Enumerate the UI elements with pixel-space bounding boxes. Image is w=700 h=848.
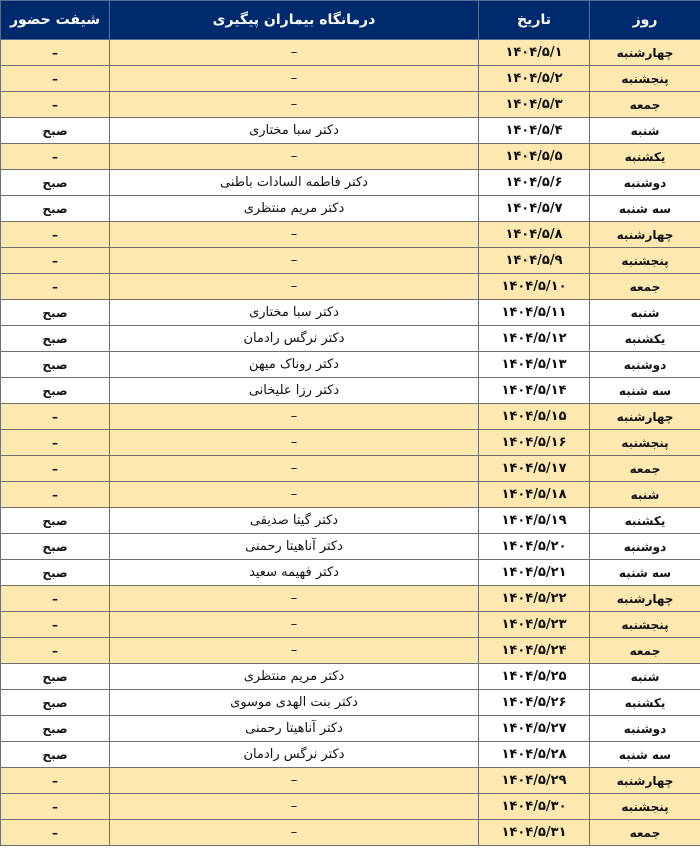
clinic-cell: دکتر فاطمه السادات باطنی: [110, 170, 479, 196]
table-row: [1, 664, 700, 690]
shift-cell: صبح: [1, 508, 110, 534]
clinic-cell: دکتر نرگس رادمان: [110, 326, 479, 352]
shift-cell: صبح: [1, 326, 110, 352]
date-cell: ۱۴۰۴/۵/۱: [479, 40, 590, 66]
clinic-cell: دکتر روناک میهن: [110, 352, 479, 378]
table-row: [1, 612, 700, 638]
clinic-cell: –: [110, 430, 479, 456]
clinic-cell: –: [110, 612, 479, 638]
date-cell: ۱۴۰۴/۵/۲۱: [479, 560, 590, 586]
date-cell: ۱۴۰۴/۵/۹: [479, 248, 590, 274]
date-cell: ۱۴۰۴/۵/۱۵: [479, 404, 590, 430]
shift-cell: –: [1, 482, 110, 508]
day-cell: جمعه: [590, 638, 700, 664]
table-row: [1, 794, 700, 820]
shift-cell: صبح: [1, 716, 110, 742]
date-cell: ۱۴۰۴/۵/۷: [479, 196, 590, 222]
table-row: [1, 170, 700, 196]
clinic-cell: دکتر سبا مختاری: [110, 300, 479, 326]
shift-cell: –: [1, 612, 110, 638]
table-row: [1, 274, 700, 300]
shift-cell: –: [1, 248, 110, 274]
day-cell: یکشنبه: [590, 690, 700, 716]
date-cell: ۱۴۰۴/۵/۲: [479, 66, 590, 92]
clinic-cell: –: [110, 768, 479, 794]
shift-cell: –: [1, 40, 110, 66]
table-row: [1, 222, 700, 248]
day-cell: پنجشنبه: [590, 66, 700, 92]
table-row: [1, 404, 700, 430]
shift-cell: صبح: [1, 118, 110, 144]
table-row: [1, 352, 700, 378]
day-cell: چهارشنبه: [590, 586, 700, 612]
date-cell: ۱۴۰۴/۵/۱۸: [479, 482, 590, 508]
table-row: [1, 742, 700, 768]
date-cell: ۱۴۰۴/۵/۳: [479, 92, 590, 118]
date-cell: ۱۴۰۴/۵/۳۱: [479, 820, 590, 846]
clinic-cell: –: [110, 586, 479, 612]
table-row: [1, 456, 700, 482]
shift-cell: –: [1, 404, 110, 430]
table-row: [1, 534, 700, 560]
clinic-cell: –: [110, 274, 479, 300]
table-header: [1, 1, 700, 40]
table-row: [1, 196, 700, 222]
table-row: [1, 430, 700, 456]
date-cell: ۱۴۰۴/۵/۱۴: [479, 378, 590, 404]
date-cell: ۱۴۰۴/۵/۱۹: [479, 508, 590, 534]
clinic-cell: –: [110, 248, 479, 274]
clinic-cell: –: [110, 482, 479, 508]
day-cell: شنبه: [590, 664, 700, 690]
table-body: [1, 40, 700, 846]
date-cell: ۱۴۰۴/۵/۱۷: [479, 456, 590, 482]
day-cell: سه شنبه: [590, 742, 700, 768]
date-cell: ۱۴۰۴/۵/۴: [479, 118, 590, 144]
shift-cell: –: [1, 638, 110, 664]
day-cell: چهارشنبه: [590, 222, 700, 248]
date-cell: ۱۴۰۴/۵/۱۰: [479, 274, 590, 300]
day-cell: جمعه: [590, 456, 700, 482]
shift-cell: صبح: [1, 534, 110, 560]
table-row: [1, 40, 700, 66]
day-cell: پنجشنبه: [590, 430, 700, 456]
day-cell: یکشنبه: [590, 326, 700, 352]
day-cell: سه شنبه: [590, 196, 700, 222]
table-row: [1, 66, 700, 92]
day-cell: دوشنبه: [590, 170, 700, 196]
clinic-cell: دکتر فهیمه سعید: [110, 560, 479, 586]
table-row: [1, 326, 700, 352]
shift-cell: صبح: [1, 170, 110, 196]
clinic-cell: دکتر آناهیتا رحمنی: [110, 716, 479, 742]
clinic-cell: دکتر گیتا صدیقی: [110, 508, 479, 534]
table-row: [1, 248, 700, 274]
date-cell: ۱۴۰۴/۵/۶: [479, 170, 590, 196]
day-cell: چهارشنبه: [590, 768, 700, 794]
table-row: [1, 508, 700, 534]
date-cell: ۱۴۰۴/۵/۸: [479, 222, 590, 248]
day-cell: چهارشنبه: [590, 40, 700, 66]
shift-cell: صبح: [1, 300, 110, 326]
day-cell: یکشنبه: [590, 144, 700, 170]
table-row: [1, 92, 700, 118]
day-cell: شنبه: [590, 118, 700, 144]
shift-cell: –: [1, 430, 110, 456]
header-row: [1, 1, 700, 40]
day-cell: شنبه: [590, 300, 700, 326]
date-cell: ۱۴۰۴/۵/۱۳: [479, 352, 590, 378]
shift-cell: –: [1, 768, 110, 794]
day-cell: دوشنبه: [590, 716, 700, 742]
clinic-cell: دکتر بنت الهدی موسوی: [110, 690, 479, 716]
clinic-cell: دکتر مریم منتظری: [110, 196, 479, 222]
shift-cell: صبح: [1, 352, 110, 378]
date-cell: ۱۴۰۴/۵/۲۵: [479, 664, 590, 690]
day-cell: جمعه: [590, 274, 700, 300]
clinic-cell: دکتر آناهیتا رحمنی: [110, 534, 479, 560]
clinic-cell: دکتر رزا علیخانی: [110, 378, 479, 404]
day-cell: سه شنبه: [590, 560, 700, 586]
date-cell: ۱۴۰۴/۵/۱۱: [479, 300, 590, 326]
clinic-cell: –: [110, 638, 479, 664]
day-cell: یکشنبه: [590, 508, 700, 534]
clinic-cell: –: [110, 222, 479, 248]
shift-cell: صبح: [1, 690, 110, 716]
shift-cell: –: [1, 456, 110, 482]
date-cell: ۱۴۰۴/۵/۵: [479, 144, 590, 170]
date-cell: ۱۴۰۴/۵/۲۰: [479, 534, 590, 560]
day-cell: شنبه: [590, 482, 700, 508]
date-cell: ۱۴۰۴/۵/۲۷: [479, 716, 590, 742]
table-row: [1, 820, 700, 846]
date-cell: ۱۴۰۴/۵/۱۲: [479, 326, 590, 352]
table-row: [1, 768, 700, 794]
shift-cell: –: [1, 66, 110, 92]
date-cell: ۱۴۰۴/۵/۲۲: [479, 586, 590, 612]
clinic-cell: –: [110, 456, 479, 482]
day-cell: پنجشنبه: [590, 612, 700, 638]
header-date: تاریخ: [479, 1, 590, 40]
header-shift: شیفت حضور: [1, 1, 110, 40]
shift-cell: صبح: [1, 664, 110, 690]
table-row: [1, 690, 700, 716]
clinic-cell: –: [110, 40, 479, 66]
header-day: روز: [590, 1, 700, 40]
date-cell: ۱۴۰۴/۵/۳۰: [479, 794, 590, 820]
shift-cell: –: [1, 144, 110, 170]
clinic-cell: دکتر مریم منتظری: [110, 664, 479, 690]
shift-cell: صبح: [1, 378, 110, 404]
table-row: [1, 638, 700, 664]
clinic-cell: –: [110, 794, 479, 820]
table-row: [1, 378, 700, 404]
table-row: [1, 118, 700, 144]
date-cell: ۱۴۰۴/۵/۲۶: [479, 690, 590, 716]
clinic-cell: –: [110, 404, 479, 430]
clinic-cell: دکتر نرگس رادمان: [110, 742, 479, 768]
date-cell: ۱۴۰۴/۵/۲۴: [479, 638, 590, 664]
table-row: [1, 586, 700, 612]
day-cell: دوشنبه: [590, 534, 700, 560]
day-cell: جمعه: [590, 820, 700, 846]
shift-cell: صبح: [1, 196, 110, 222]
date-cell: ۱۴۰۴/۵/۲۸: [479, 742, 590, 768]
table-row: [1, 300, 700, 326]
date-cell: ۱۴۰۴/۵/۲۹: [479, 768, 590, 794]
day-cell: پنجشنبه: [590, 794, 700, 820]
clinic-cell: –: [110, 144, 479, 170]
shift-cell: –: [1, 794, 110, 820]
header-clinic: درمانگاه بیماران پیگیری: [110, 1, 479, 40]
shift-cell: –: [1, 222, 110, 248]
clinic-cell: –: [110, 92, 479, 118]
day-cell: جمعه: [590, 92, 700, 118]
shift-cell: –: [1, 92, 110, 118]
shift-cell: –: [1, 820, 110, 846]
date-cell: ۱۴۰۴/۵/۱۶: [479, 430, 590, 456]
table-row: [1, 144, 700, 170]
shift-cell: صبح: [1, 560, 110, 586]
day-cell: سه شنبه: [590, 378, 700, 404]
day-cell: چهارشنبه: [590, 404, 700, 430]
clinic-cell: –: [110, 66, 479, 92]
day-cell: پنجشنبه: [590, 248, 700, 274]
shift-cell: –: [1, 274, 110, 300]
day-cell: دوشنبه: [590, 352, 700, 378]
table-row: [1, 716, 700, 742]
date-cell: ۱۴۰۴/۵/۲۳: [479, 612, 590, 638]
table-row: [1, 560, 700, 586]
table-row: [1, 482, 700, 508]
shift-cell: صبح: [1, 742, 110, 768]
clinic-cell: –: [110, 820, 479, 846]
shift-cell: –: [1, 586, 110, 612]
clinic-cell: دکتر سبا مختاری: [110, 118, 479, 144]
